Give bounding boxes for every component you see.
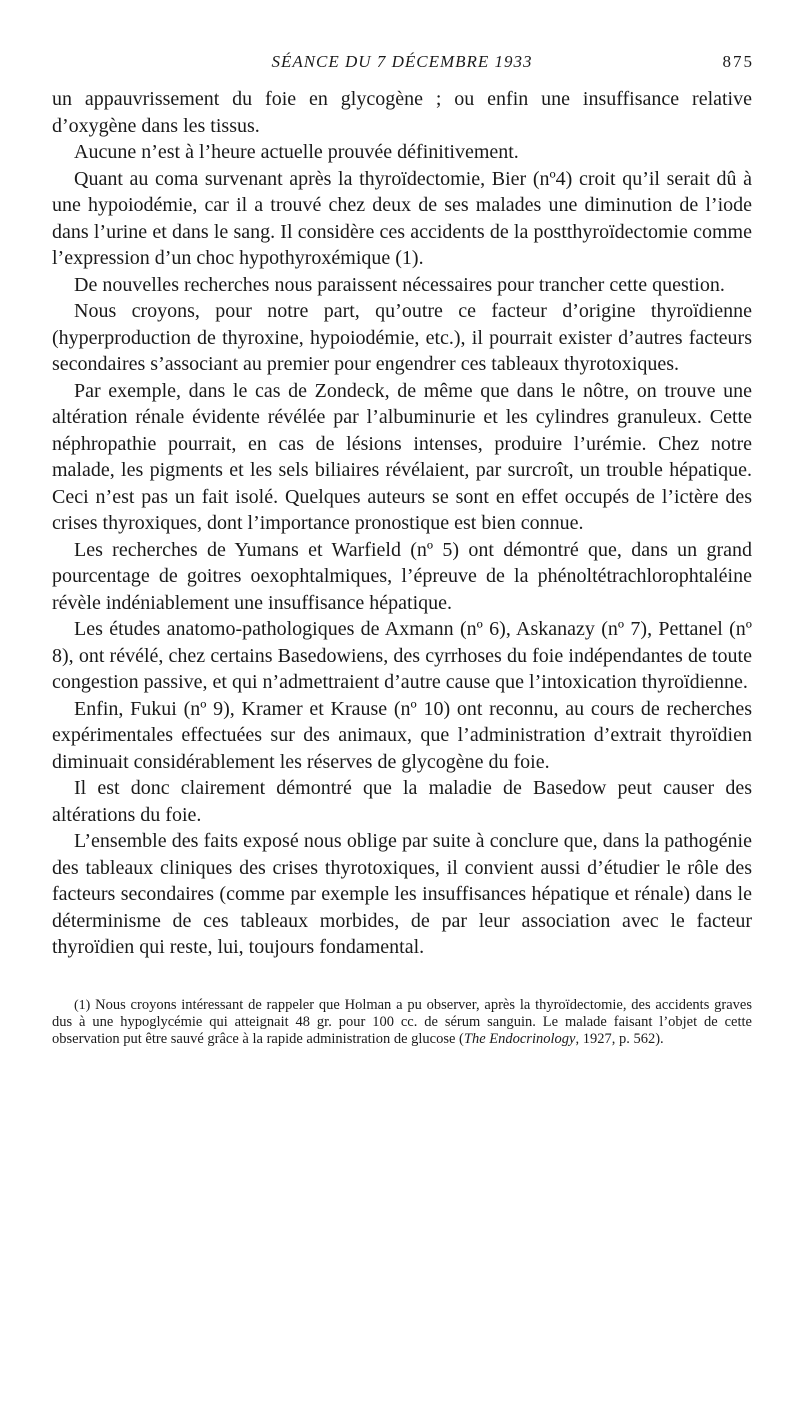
paragraph: Aucune n’est à l’heure actuelle prouvée définitivement. bbox=[74, 141, 519, 163]
footnote-text bbox=[52, 997, 752, 1048]
paragraph: Quant au coma survenant après la thyroïdectomie, Bier (nº4) croit qu’il serait dû à une hypoiodémie, car il a trouvé chez deux de ses malades une diminution de l’iode dans l’urine et dans le sang. Il considère ces accidents de la postthyroïdectomie comme l’expression d’un choc hypothyroxémique (1). bbox=[52, 167, 752, 269]
footnote-body: Nous croyons intéressant de rappeler que Holman a pu observer, après la thyroïdectomie, des accidents graves dus à une hypoglycémie qui atteignait 48 gr. pour 100 cc. de sérum sanguin. Le malade faisant l’objet de cette observation put être sauvé grâce à la rapide administration de glucose ( bbox=[52, 996, 753, 1047]
paragraph: L’ensemble des faits exposé nous oblige par suite à conclure que, dans la pathogénie des tableaux cliniques des crises thyrotoxiques, il convient aussi d’étudier le rôle des facteurs secondaires (comme par exemple les insuffisances hépatique et rénale) dans le déterminisme de ces tableaux morbides, de par leur association avec le facteur thyroïdien qui reste, lui, toujours fondamental. bbox=[52, 830, 752, 958]
paragraph: Il est donc clairement démontré que la maladie de Basedow peut causer des altérations du foie. bbox=[52, 777, 752, 826]
paragraph: Par exemple, dans le cas de Zondeck, de même que dans le nôtre, on trouve une altération rénale évidente révélée par l’albuminurie et les cylindres granuleux. Cette néphropathie pourrait, en cas de lésions intenses, produire l’urémie. Chez notre malade, les pigments et les sels biliaires révélaient, par surcroît, un trouble hépatique. Ceci n’est pas un fait isolé. Quelques auteurs se sont en effet occupés de l’ictère des crises thyroxiques, dont l’importance pronostique est bien connue. bbox=[52, 379, 752, 534]
footnote-journal: The Endocrinology bbox=[463, 1030, 576, 1047]
running-head bbox=[52, 48, 752, 78]
document-page bbox=[52, 48, 752, 1048]
footnote-marker: (1) bbox=[74, 997, 91, 1013]
paragraph: Les recherches de Yumans et Warfield (nº 5) ont démontré que, dans un grand pourcentage de goitres oexophtalmiques, l’épreuve de la phénoltétrachlorophtaléine révèle indéniablement une insuffisance hépatique. bbox=[52, 538, 752, 614]
footnote-tail: , 1927, p. 562). bbox=[575, 1030, 664, 1047]
body-text bbox=[52, 86, 752, 961]
running-title: SÉANCE DU 7 DÉCEMBRE 1933 bbox=[271, 52, 533, 71]
paragraph-continuation: un appauvrissement du foie en glycogène ; ou enfin une insuffisance relative d’oxygène dans les tissus. bbox=[52, 88, 752, 137]
paragraph: Enfin, Fukui (nº 9), Kramer et Krause (nº 10) ont reconnu, au cours de recherches expérimentales effectuées sur des animaux, que l’administration d’extrait thyroïdien diminuait considérablement les réserves de glycogène du foie. bbox=[52, 697, 752, 773]
paragraph: Nous croyons, pour notre part, qu’outre ce facteur d’origine thyroïdienne (hyperproduction de thyroxine, hypoiodémie, etc.), il pourrait exister d’autres facteurs secondaires s’associant au premier pour engendrer ces tableaux thyrotoxiques. bbox=[52, 300, 752, 375]
paragraph: Les études anatomo-pathologiques de Axmann (nº 6), Askanazy (nº 7), Pettanel (nº 8), ont révélé, chez certains Basedowiens, des cyrrhoses du foie indépendantes de toute congestion passive, et qui n’admettraient d’autre cause que l’intoxication thyroïdienne. bbox=[52, 618, 752, 693]
paragraph: De nouvelles recherches nous paraissent nécessaires pour trancher cette question. bbox=[74, 273, 725, 296]
footnote bbox=[52, 997, 752, 1048]
page-number: 875 bbox=[722, 52, 754, 71]
